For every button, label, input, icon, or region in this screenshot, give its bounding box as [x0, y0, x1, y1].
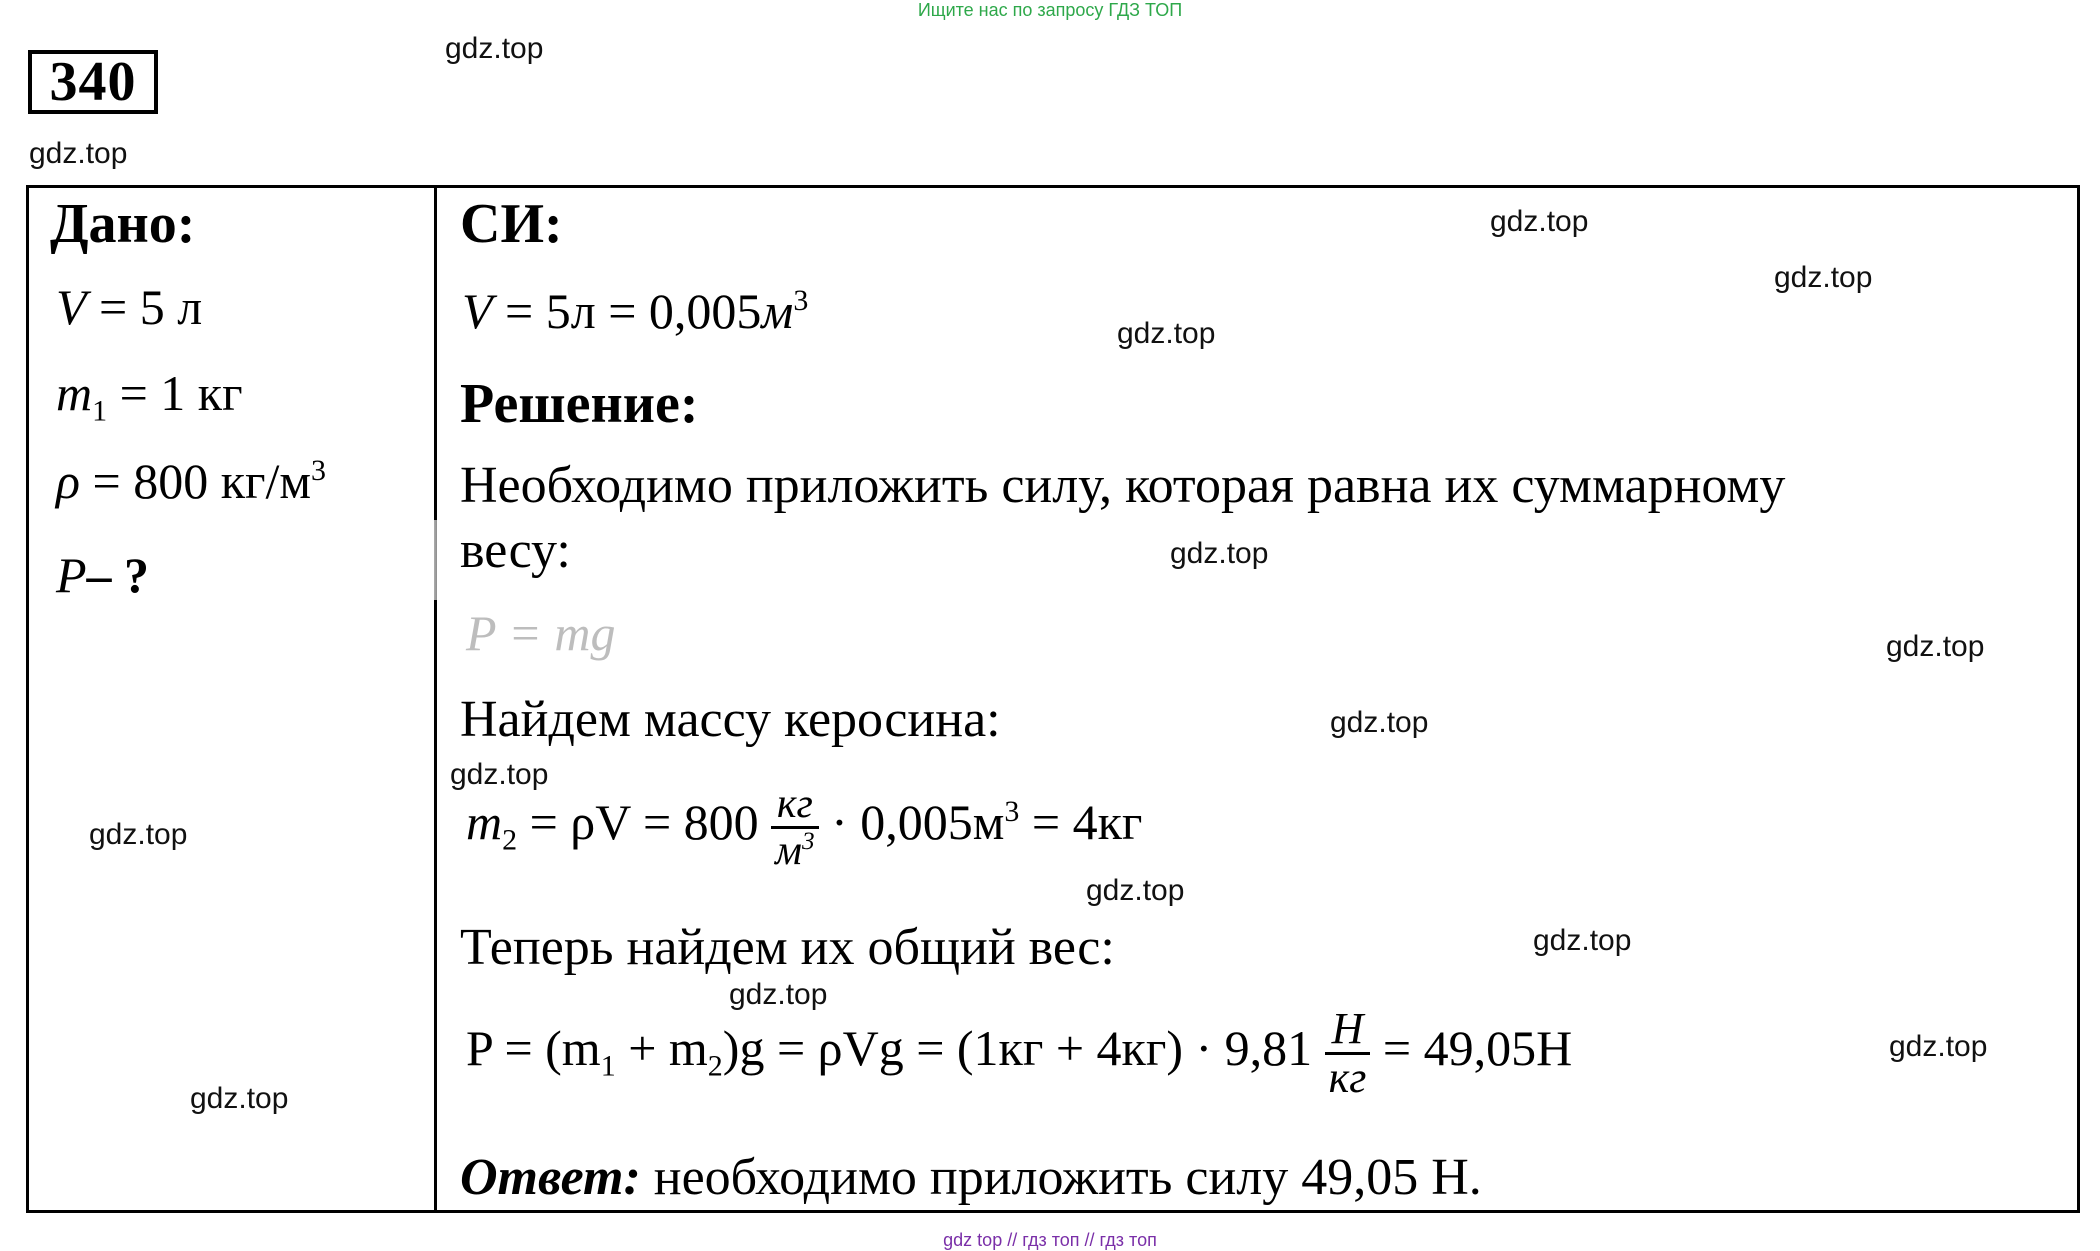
given-find: [56, 546, 149, 604]
answer-label: Ответ:: [460, 1149, 641, 1206]
given-title: Дано:: [50, 193, 196, 255]
volume-symbol: V: [56, 279, 87, 335]
weight-formula: [466, 1006, 1572, 1101]
si-lhs: V: [462, 283, 493, 339]
mass-result: = 4кг: [1019, 794, 1143, 851]
watermark: gdz.top: [1889, 1030, 1988, 1063]
watermark: gdz.top: [1330, 706, 1429, 739]
find-value: – ?: [86, 547, 150, 603]
fade-overlay: [430, 520, 450, 600]
density-unit-power: 3: [311, 454, 327, 487]
density-unit-fraction: [771, 782, 818, 873]
density-value: = 800 кг/м: [92, 453, 312, 509]
mass1-symbol: m: [56, 365, 93, 421]
find-symbol: P: [56, 547, 87, 603]
watermark: gdz.top: [1117, 317, 1216, 350]
watermark: gdz.top: [1490, 205, 1589, 238]
watermark: gdz.top: [1886, 630, 1985, 663]
mass2-symbol: m: [466, 794, 503, 851]
fraction-den-power: 3: [801, 827, 815, 855]
answer-line: [460, 1148, 1482, 1207]
solution-text-line4: Теперь найдем их общий вес:: [460, 919, 1115, 976]
given-volume: [56, 278, 202, 336]
mass-mid: = ρV = 800: [517, 794, 759, 851]
weight-fraction-denominator: кг: [1328, 1053, 1367, 1103]
weight-part3: )g = ρVg = (1кг + 4кг) · 9,81: [722, 1020, 1313, 1077]
mass-rest: · 0,005м: [831, 794, 1005, 851]
volume-value: = 5 л: [99, 279, 203, 335]
answer-text: необходимо приложить силу 49,05 Н.: [640, 1149, 1482, 1206]
watermark: gdz.top: [1533, 924, 1632, 957]
weight-part2: + m: [615, 1020, 708, 1077]
solution-title: Решение:: [460, 373, 699, 435]
watermark: gdz.top: [729, 978, 828, 1011]
watermark: gdz.top: [1774, 261, 1873, 294]
si-mid: = 5л = 0,005: [492, 283, 762, 339]
solution-text-line2: весу:: [460, 522, 571, 579]
watermark: gdz.top: [1086, 874, 1185, 907]
watermark: gdz.top: [450, 758, 549, 791]
si-unit: м: [761, 283, 794, 339]
mass-formula: [466, 782, 1142, 873]
watermark: gdz.top: [445, 32, 544, 65]
si-conversion: [462, 282, 808, 340]
watermark: gdz.top: [29, 137, 128, 170]
given-mass1: [56, 364, 243, 428]
footer-links[interactable]: gdz top // гдз топ // гдз топ: [943, 1230, 1157, 1250]
newton-per-kg-fraction: [1325, 1006, 1371, 1101]
fraction-denominator: [771, 829, 818, 873]
task-number-box: 340: [28, 50, 158, 114]
weight-fraction-numerator: Н: [1325, 1006, 1371, 1055]
weight-basic-formula: P = mg: [466, 605, 616, 661]
given-density: [56, 452, 326, 510]
watermark: gdz.top: [1170, 537, 1269, 570]
fraction-den-unit: м: [775, 828, 802, 875]
weight-part1: P = (m: [466, 1020, 601, 1077]
column-divider: [434, 185, 437, 1213]
mass2-subscript: 2: [502, 823, 518, 857]
si-unit-power: 3: [793, 284, 809, 317]
solution-text-line1: Необходимо приложить силу, которая равна их суммарному: [460, 457, 1786, 514]
weight-sub2: 2: [707, 1049, 723, 1083]
weight-result: = 49,05Н: [1370, 1020, 1573, 1077]
solution-text-line3: Найдем массу керосина:: [460, 691, 1001, 748]
weight-sub1: 1: [600, 1049, 616, 1083]
mass1-subscript: 1: [92, 394, 108, 428]
si-title: СИ:: [460, 193, 563, 255]
top-banner: Ищите нас по запросу ГДЗ ТОП: [917, 0, 1183, 20]
watermark: gdz.top: [89, 818, 188, 851]
mass-rest-power: 3: [1004, 795, 1020, 829]
density-symbol: ρ: [56, 453, 80, 509]
watermark: gdz.top: [190, 1082, 289, 1115]
fraction-numerator: кг: [771, 782, 818, 829]
mass1-value: = 1 кг: [119, 365, 243, 421]
